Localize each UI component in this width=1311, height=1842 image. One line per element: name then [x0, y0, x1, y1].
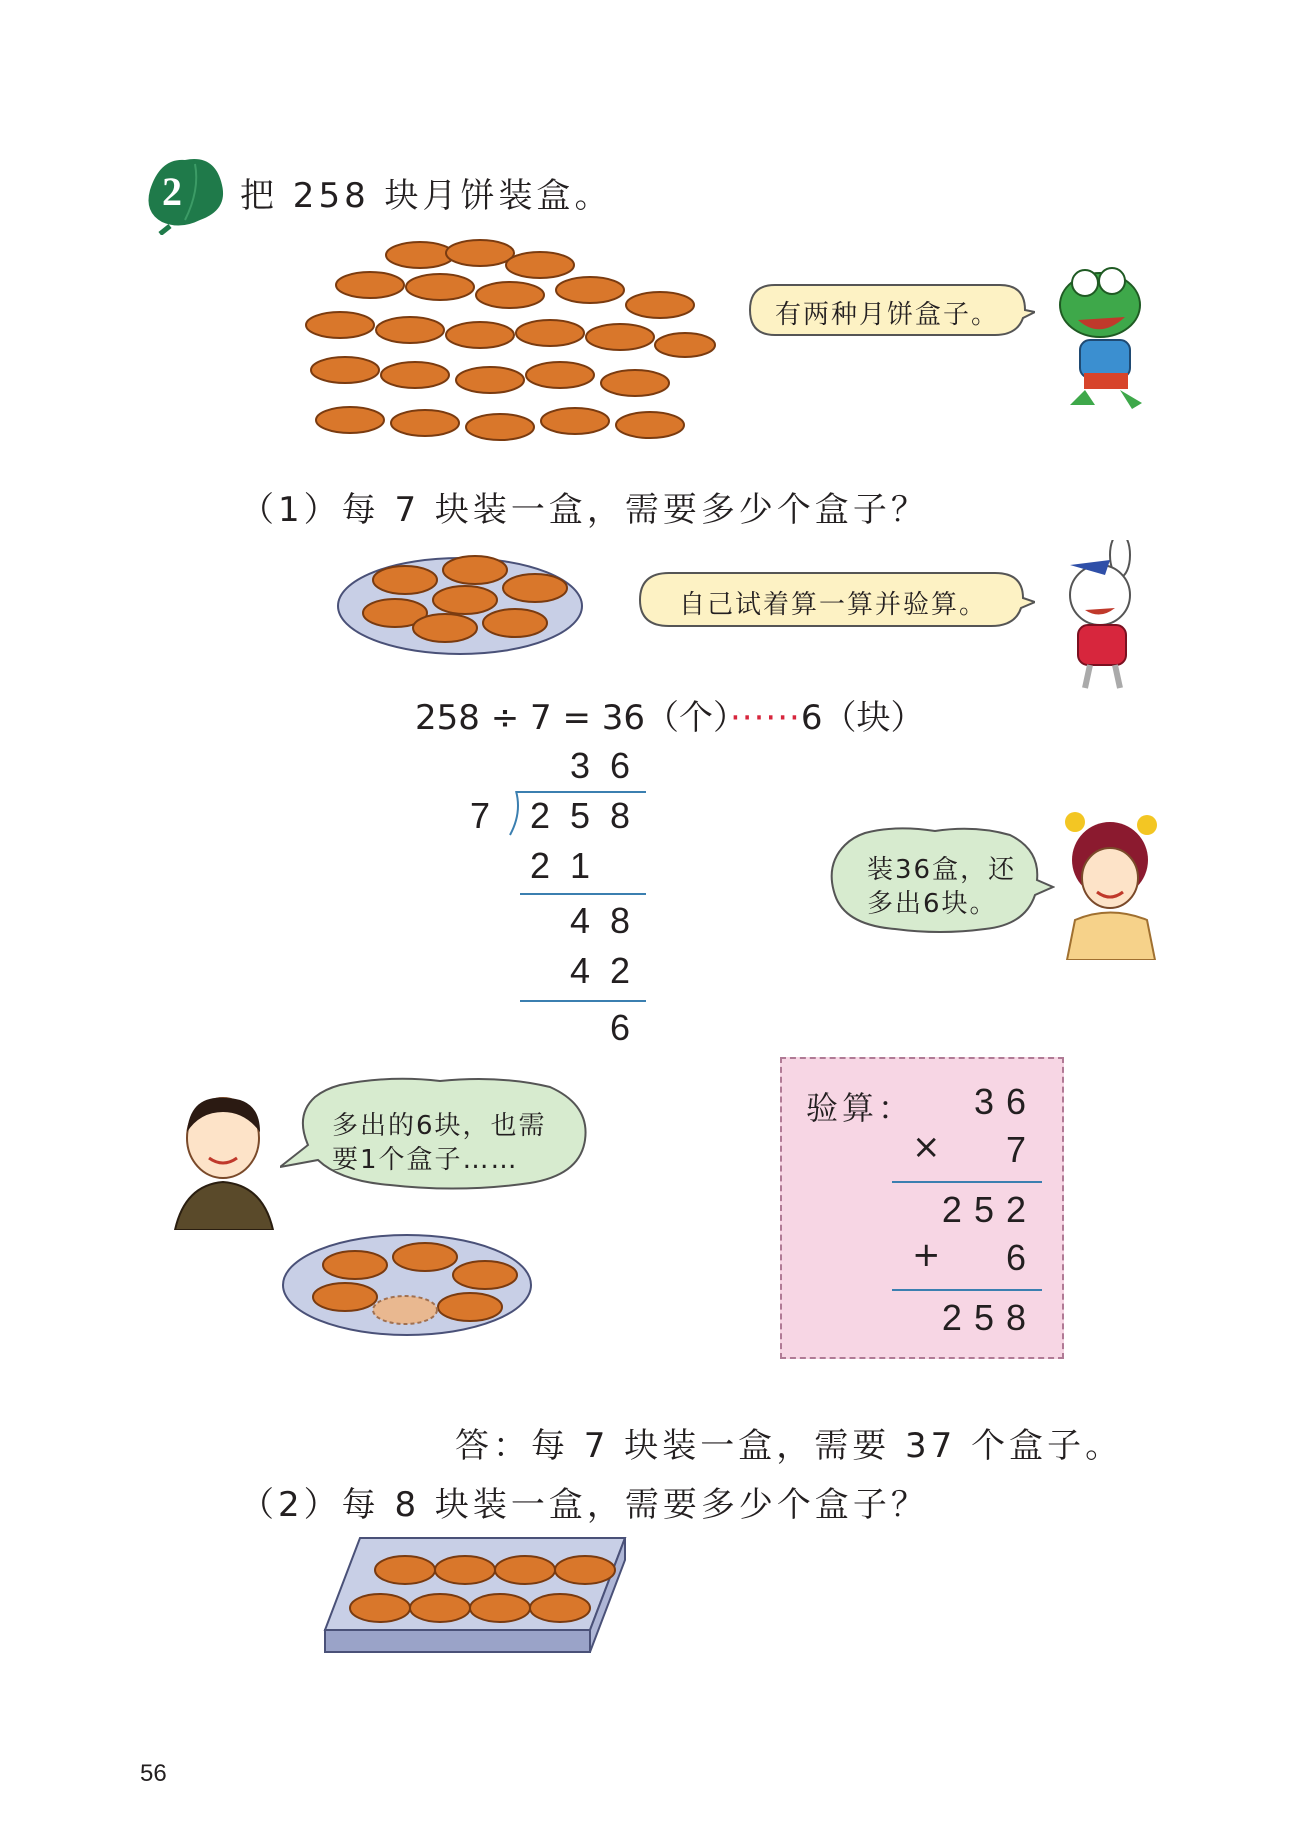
- dividend-digit: 8: [609, 795, 631, 836]
- check-product: 252: [941, 1189, 1038, 1230]
- rabbit-character-image: [1050, 540, 1160, 690]
- speech-bubble-rabbit: [635, 568, 1035, 632]
- frog-bubble-text: 有两种月饼盒子。: [775, 300, 1000, 330]
- check-rule: [892, 1289, 1042, 1291]
- quotient-digit: 6: [609, 745, 631, 786]
- boy-character-image: [165, 1090, 280, 1230]
- dividend-digit: 2: [529, 795, 551, 836]
- equation-dots: ······: [730, 698, 801, 738]
- check-multiplicand: 36: [973, 1081, 1038, 1122]
- problem-number-badge: [140, 150, 230, 235]
- check-rule: [892, 1181, 1042, 1183]
- division-equation: [415, 690, 925, 739]
- check-label: 验算：: [806, 1089, 915, 1127]
- check-addend: 6: [1005, 1237, 1038, 1278]
- leaf-icon: [140, 150, 230, 235]
- boy-bubble-line1: 多出的6块，也需: [332, 1111, 547, 1141]
- equation-left: 258 ÷ 7 = 36（个）: [415, 698, 730, 738]
- question-1: （1）每 7 块装一盒，需要多少个盒子？: [240, 490, 929, 530]
- plate-six-mooncakes-image: [280, 1225, 535, 1340]
- check-box: [780, 1057, 1064, 1359]
- division-rule: [520, 1000, 646, 1002]
- speech-bubble-boy: [280, 1075, 600, 1195]
- girl-bubble-line2: 多出6块。: [867, 889, 998, 919]
- division-rule: [520, 893, 646, 895]
- problem-title: 把 258 块月饼装盒。: [240, 176, 613, 216]
- plate-mooncakes-image: [335, 548, 585, 658]
- check-multiplier: 7: [1005, 1129, 1038, 1170]
- step2-digit: 8: [609, 900, 631, 941]
- check-plus-sign: +: [912, 1235, 941, 1275]
- girl-character-image: [1055, 810, 1165, 960]
- remainder-digit: 6: [609, 1007, 631, 1048]
- step2-digit: 4: [569, 900, 591, 941]
- quotient-digit: 3: [569, 745, 591, 786]
- step3-digit: 4: [569, 950, 591, 991]
- frog-character-image: [1050, 265, 1160, 415]
- step1-digit: 1: [569, 845, 591, 886]
- speech-bubble-girl: [825, 825, 1055, 935]
- division-bar: [516, 791, 646, 793]
- speech-bubble-frog: [745, 280, 1035, 340]
- rabbit-bubble-text: 自己试着算一算并验算。: [679, 590, 988, 620]
- check-result: 258: [941, 1297, 1038, 1338]
- step1-digit: 2: [529, 845, 551, 886]
- answer-text: 答：每 7 块装一盒，需要 37 个盒子。: [455, 1426, 1124, 1466]
- equation-right: 6（块）: [800, 698, 925, 738]
- long-division: [460, 745, 660, 1055]
- dividend-digit: 5: [569, 795, 591, 836]
- mooncake-pile-image: [300, 225, 720, 455]
- page-number: 56: [140, 1760, 167, 1787]
- divisor: 7: [469, 795, 491, 836]
- step3-digit: 2: [609, 950, 631, 991]
- problem-number: 2: [162, 169, 182, 214]
- box-eight-mooncakes-image: [320, 1530, 630, 1655]
- question-2: （2）每 8 块装一盒，需要多少个盒子？: [240, 1485, 929, 1525]
- girl-bubble-line1: 装36盒，还: [867, 855, 1017, 885]
- boy-bubble-line2: 要1个盒子……: [332, 1145, 519, 1175]
- check-times-sign: ×: [912, 1127, 941, 1167]
